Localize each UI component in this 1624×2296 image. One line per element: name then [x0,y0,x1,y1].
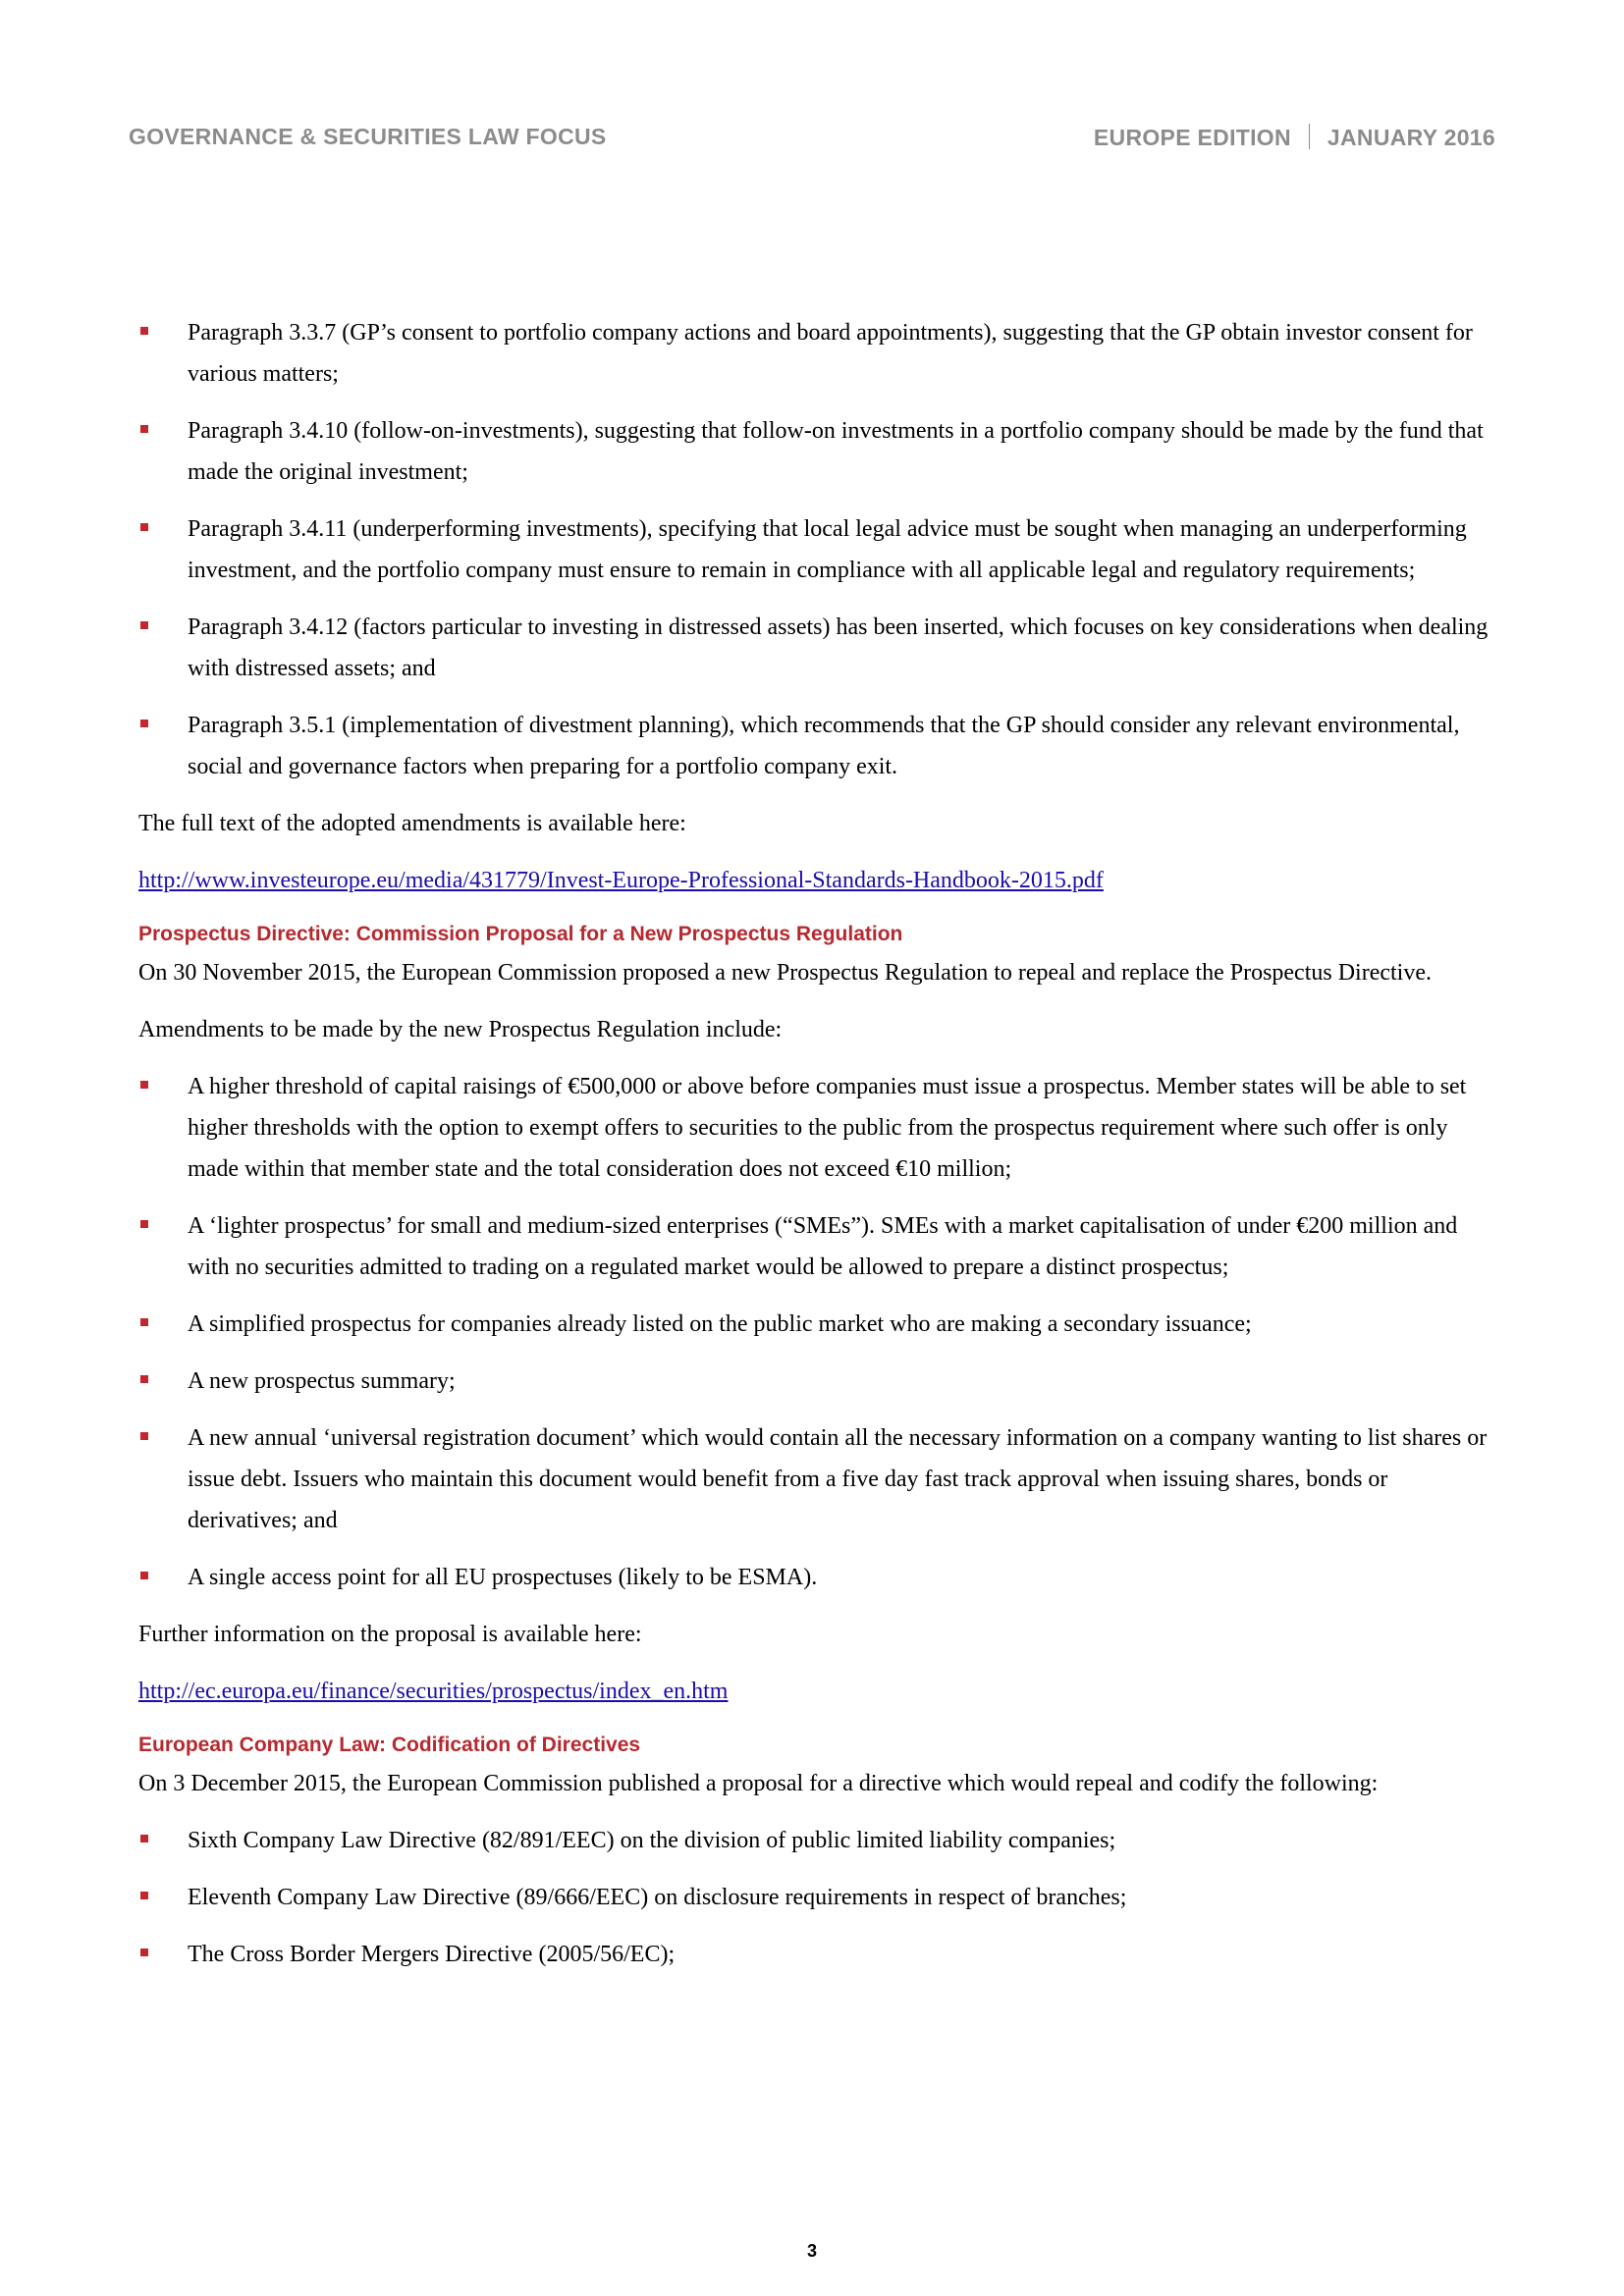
bullet-square-icon [140,327,148,335]
running-header [129,124,1495,153]
list-item: Eleventh Company Law Directive (89/666/EEC) on disclosure requirements in respect of branches; [138,1877,1495,1918]
bullet-square-icon [140,621,148,629]
list-item: Paragraph 3.4.10 (follow-on-investments), suggesting that follow-on investments in a portfolio company should be made by the fund that made the original investment; [138,410,1495,493]
bullet-square-icon [140,1949,148,1956]
bullet-square-icon [140,1572,148,1579]
list-item: A ‘lighter prospectus’ for small and medium-sized enterprises (“SMEs”). SMEs with a market capitalisation of under €200 million and with no securities admitted to trading on a regulated market would be allowed to prepare a distinct prospectus; [138,1205,1495,1288]
publication-title: GOVERNANCE & SECURITIES LAW FOCUS [129,124,607,149]
list-item: A simplified prospectus for companies already listed on the public market who are making a secondary issuance; [138,1304,1495,1345]
bullet-square-icon [140,1081,148,1089]
amendments-link-paragraph [138,860,1495,901]
list-item: Paragraph 3.5.1 (implementation of divestment planning), which recommends that the GP should consider any relevant environmental, social and governance factors when preparing for a portfolio company exit. [138,705,1495,787]
prospectus-note: Further information on the proposal is available here: [138,1622,642,1647]
prospectus-intro: On 30 November 2015, the European Commission proposed a new Prospectus Regulation to repeal and replace the Prospectus Directive. [138,960,1432,986]
bullet-square-icon [140,1318,148,1326]
prospectus-lead: Amendments to be made by the new Prospectus Regulation include: [138,1017,783,1042]
edition-label: EUROPE EDITION [1093,125,1291,150]
bullet-square-icon [140,1432,148,1440]
bullet-square-icon [140,523,148,531]
header-divider [1309,124,1310,149]
invest-europe-handbook-link[interactable]: http://www.investeurope.eu/media/431779/Invest-Europe-Professional-Standards-Handbook-2015.pdf [138,868,1104,893]
directives-list [138,1820,1495,1975]
prospectus-amendments-list [138,1066,1495,1598]
article-body [138,312,1495,1991]
list-item: A higher threshold of capital raisings of €500,000 or above before companies must issue a prospectus. Member states will be able to set higher thresholds with the option to exempt offers to securities to the public from the prospectus requirement where such offer is only made within that member state and the total consideration does not exceed €10 million; [138,1066,1495,1190]
issue-date: JANUARY 2016 [1326,125,1495,150]
list-item: The Cross Border Mergers Directive (2005/56/EC); [138,1934,1495,1975]
list-item: A single access point for all EU prospectuses (likely to be ESMA). [138,1557,1495,1598]
list-item: Sixth Company Law Directive (82/891/EEC) on the division of public limited liability companies; [138,1820,1495,1861]
list-item: Paragraph 3.3.7 (GP’s consent to portfolio company actions and board appointments), suggesting that the GP obtain investor consent for various matters; [138,312,1495,395]
amendments-list [138,312,1495,787]
prospectus-link-paragraph [138,1671,1495,1712]
prospectus-heading: Prospectus Directive: Commission Proposal for a New Prospectus Regulation [138,923,903,945]
bullet-square-icon [140,1892,148,1899]
bullet-square-icon [140,720,148,727]
page-number: 3 [806,2241,817,2261]
company-law-intro: On 3 December 2015, the European Commission published a proposal for a directive which would repeal and codify the following: [138,1771,1379,1796]
list-item: Paragraph 3.4.11 (underperforming investments), specifying that local legal advice must be sought when managing an underperforming investment, and the portfolio company must ensure to remain in compliance with all applicable legal and regulatory requirements; [138,508,1495,591]
bullet-square-icon [140,425,148,433]
company-law-heading: European Company Law: Codification of Directives [138,1734,641,1756]
list-item: Paragraph 3.4.12 (factors particular to investing in distressed assets) has been inserted, which focuses on key considerations when dealing with distressed assets; and [138,607,1495,689]
edition-date [1094,124,1495,151]
list-item: A new annual ‘universal registration document’ which would contain all the necessary information on a company wanting to list shares or issue debt. Issuers who maintain this document would benefit from a five day fast track approval when issuing shares, bonds or derivatives; and [138,1417,1495,1541]
list-item: A new prospectus summary; [138,1361,1495,1402]
amendments-note: The full text of the adopted amendments is available here: [138,811,686,836]
bullet-square-icon [140,1375,148,1383]
ec-prospectus-link[interactable]: http://ec.europa.eu/finance/securities/prospectus/index_en.htm [138,1679,729,1704]
bullet-square-icon [140,1835,148,1842]
bullet-square-icon [140,1220,148,1228]
